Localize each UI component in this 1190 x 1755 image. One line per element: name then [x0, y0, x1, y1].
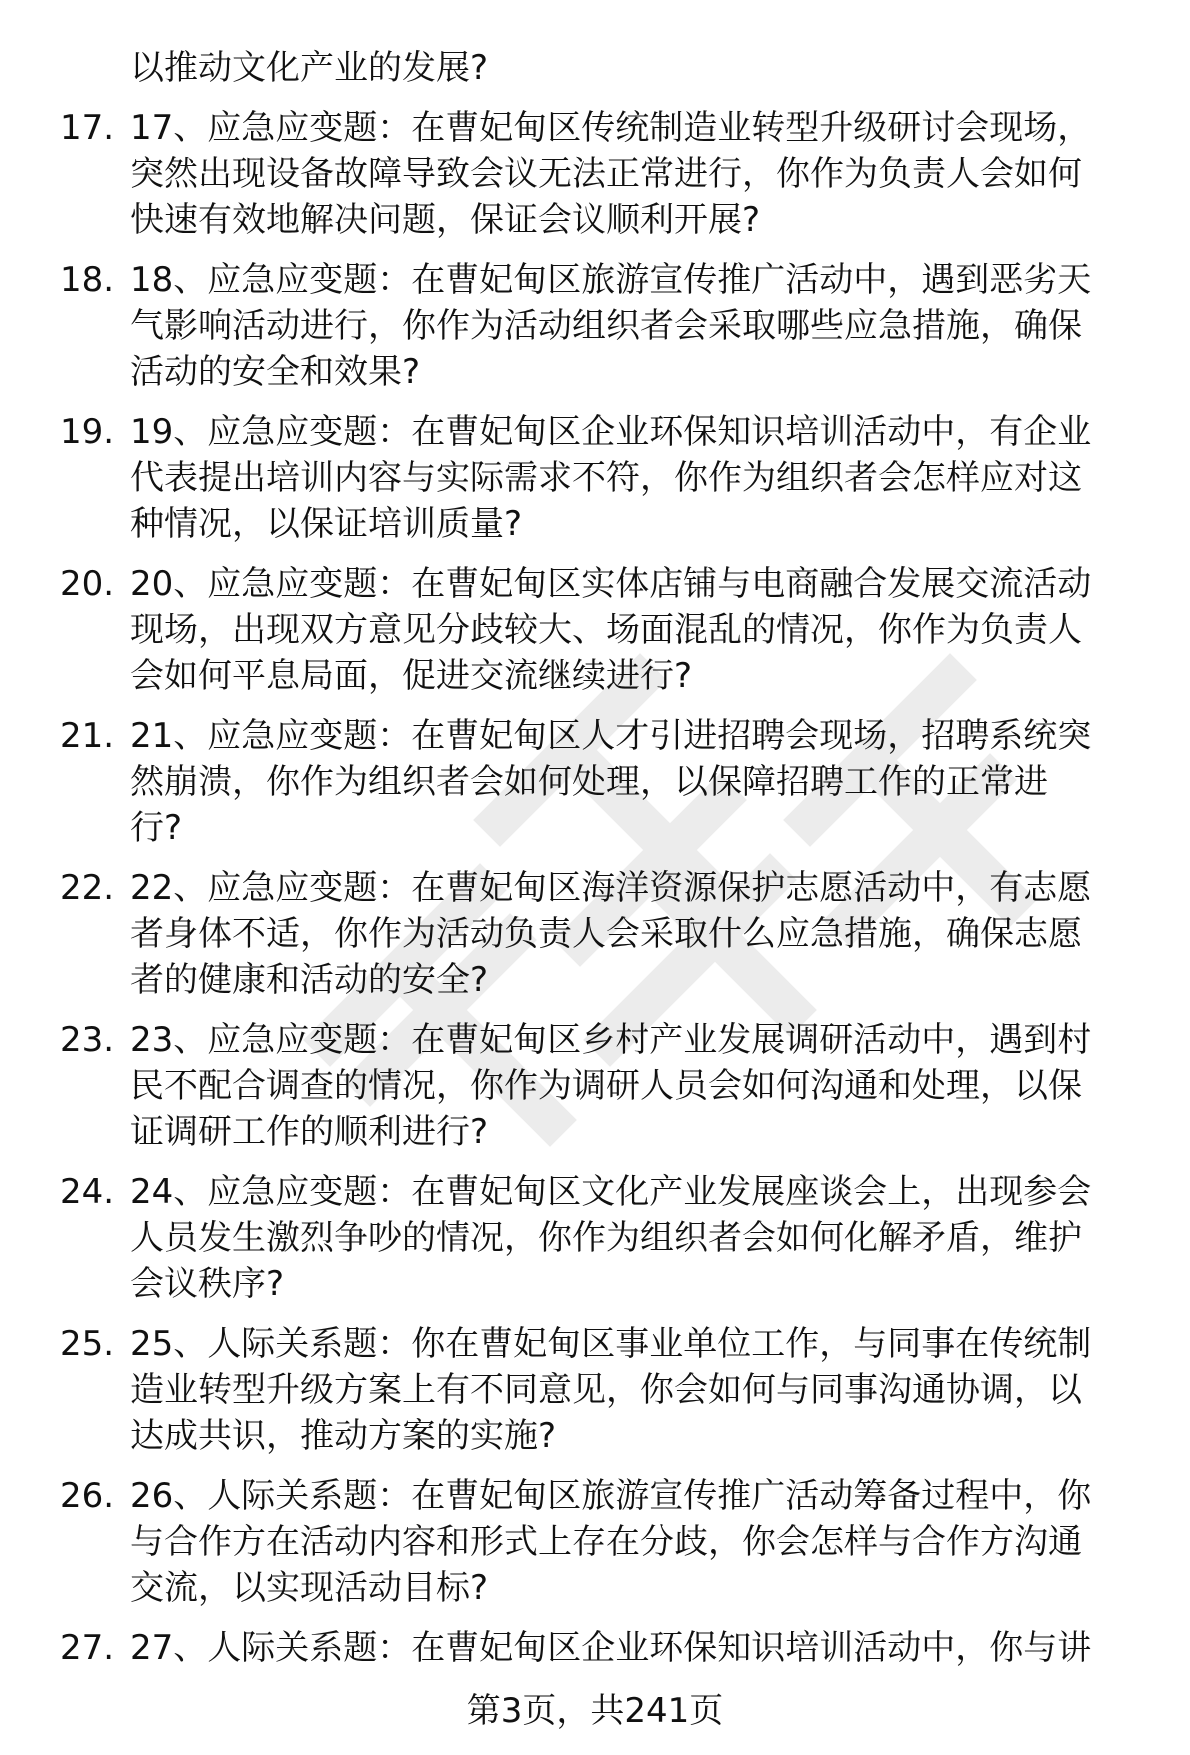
item-text-line: 17、应急应变题：在曹妃甸区传统制造业转型升级研讨会现场，: [130, 108, 1092, 148]
item-number: 23.: [60, 1020, 115, 1060]
list-item-23: [60, 1017, 1160, 1155]
item-text-line: 25、人际关系题：你在曹妃甸区事业单位工作，与同事在传统制: [130, 1324, 1092, 1364]
item-text-line: 行?: [130, 808, 183, 848]
item-text-line: 气影响活动进行，你作为活动组织者会采取哪些应急措施，确保: [130, 306, 1082, 346]
item-number: 17.: [60, 108, 115, 148]
item-text-line: 人员发生激烈争吵的情况，你作为组织者会如何化解矛盾，维护: [130, 1218, 1082, 1258]
item-text-line: 种情况，以保证培训质量?: [130, 504, 523, 544]
previous-item-continuation: 以推动文化产业的发展?: [130, 48, 489, 88]
list-item-26: [60, 1473, 1160, 1611]
item-text-line: 突然出现设备故障导致会议无法正常进行，你作为负责人会如何: [130, 154, 1082, 194]
list-item-27: [60, 1625, 1160, 1671]
item-text-line: 者身体不适，你作为活动负责人会采取什么应急措施，确保志愿: [130, 914, 1082, 954]
item-number: 26.: [60, 1476, 115, 1516]
item-text-line: 达成共识，推动方案的实施?: [130, 1416, 557, 1456]
item-text-line: 21、应急应变题：在曹妃甸区人才引进招聘会现场，招聘系统突: [130, 716, 1092, 756]
item-text-line: 快速有效地解决问题，保证会议顺利开展?: [130, 200, 761, 240]
item-text-line: 会议秩序?: [130, 1264, 285, 1304]
item-text-line: 造业转型升级方案上有不同意见，你会如何与同事沟通协调，以: [130, 1370, 1082, 1410]
item-number: 19.: [60, 412, 115, 452]
item-text-line: 代表提出培训内容与实际需求不符，你作为组织者会怎样应对这: [130, 458, 1082, 498]
item-text-line: 民不配合调查的情况，你作为调研人员会如何沟通和处理，以保: [130, 1066, 1082, 1106]
list-item-22: [60, 865, 1160, 1003]
item-text-line: 现场，出现双方意见分歧较大、场面混乱的情况，你作为负责人: [130, 610, 1082, 650]
item-text-line: 然崩溃，你作为组织者会如何处理，以保障招聘工作的正常进: [130, 762, 1048, 802]
list-item-24: [60, 1169, 1160, 1307]
item-text-line: 证调研工作的顺利进行?: [130, 1112, 489, 1152]
item-text-line: 与合作方在活动内容和形式上存在分歧，你会怎样与合作方沟通: [130, 1522, 1082, 1562]
item-text-line: 27、人际关系题：在曹妃甸区企业环保知识培训活动中，你与讲: [130, 1628, 1092, 1668]
list-item-18: [60, 257, 1160, 395]
page-number-footer: 第3页，共241页: [466, 1691, 724, 1731]
item-text-line: 22、应急应变题：在曹妃甸区海洋资源保护志愿活动中，有志愿: [130, 868, 1092, 908]
item-text-line: 交流，以实现活动目标?: [130, 1568, 489, 1608]
question-list: [60, 45, 1160, 1671]
item-text-line: 19、应急应变题：在曹妃甸区企业环保知识培训活动中，有企业: [130, 412, 1092, 452]
list-item-17: [60, 105, 1160, 243]
list-item-21: [60, 713, 1160, 851]
list-item-20: [60, 561, 1160, 699]
item-text-line: 18、应急应变题：在曹妃甸区旅游宣传推广活动中，遇到恶劣天: [130, 260, 1092, 300]
item-text-line: 24、应急应变题：在曹妃甸区文化产业发展座谈会上，出现参会: [130, 1172, 1092, 1212]
item-text-line: 会如何平息局面，促进交流继续进行?: [130, 656, 693, 696]
item-text-line: 20、应急应变题：在曹妃甸区实体店铺与电商融合发展交流活动: [130, 564, 1092, 604]
item-text-line: 26、人际关系题：在曹妃甸区旅游宣传推广活动筹备过程中，你: [130, 1476, 1092, 1516]
item-number: 27.: [60, 1628, 115, 1668]
item-number: 24.: [60, 1172, 115, 1212]
item-number: 20.: [60, 564, 115, 604]
item-number: 18.: [60, 260, 115, 300]
list-item-25: [60, 1321, 1160, 1459]
item-text-line: 活动的安全和效果?: [130, 352, 421, 392]
list-item-19: [60, 409, 1160, 547]
item-text-line: 者的健康和活动的安全?: [130, 960, 489, 1000]
item-number: 25.: [60, 1324, 115, 1364]
item-text-line: 23、应急应变题：在曹妃甸区乡村产业发展调研活动中，遇到村: [130, 1020, 1092, 1060]
item-number: 21.: [60, 716, 115, 756]
item-number: 22.: [60, 868, 115, 908]
